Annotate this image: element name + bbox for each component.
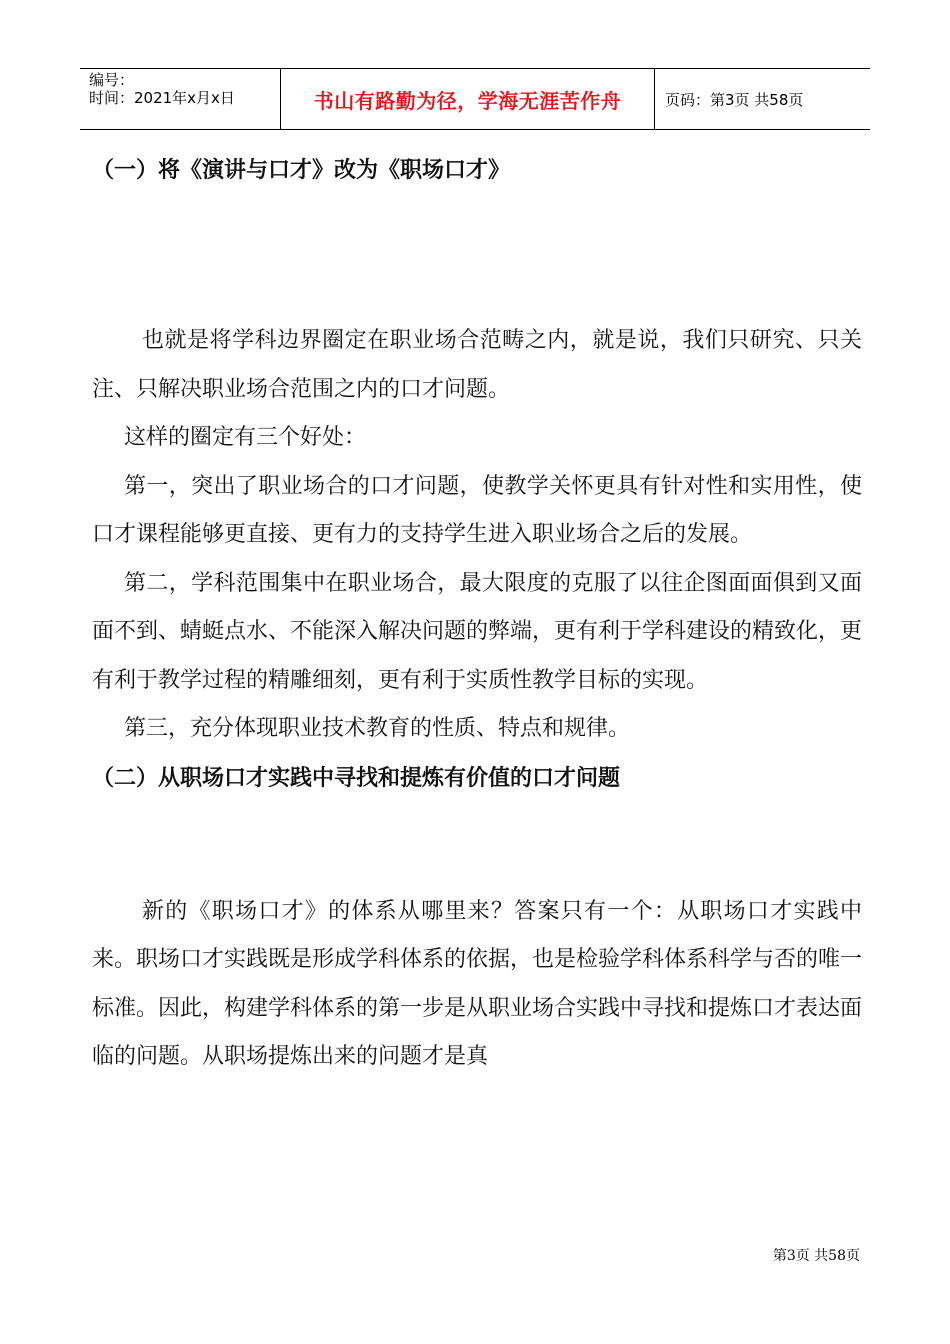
section-1-paragraph-5: 第三，充分体现职业技术教育的性质、特点和规律。: [124, 716, 631, 741]
page-footer: 第3页 共58页: [772, 1248, 860, 1264]
section-1-paragraph-3: 第一，突出了职业场合的口才问题，使教学关怀更具有针对性和实用性，使口才课程能够更直接、更有力的支持学生进入职业场合之后的发展。: [92, 473, 862, 547]
section-2-heading: （二）从职场口才实践中寻找和提炼有价值的口才问题: [92, 764, 621, 791]
header-motto-cell: [281, 69, 655, 129]
motto-text: 书山有路勤为径，学海无涯苦作舟: [313, 88, 622, 113]
header-page-cell: [655, 69, 870, 129]
time-label: 时间：2021年x月x日: [89, 89, 235, 107]
section-1-paragraph-4: 第二，学科范围集中在职业场合，最大限度的克服了以往企图面面俱到又面面不到、蜻蜓点水、不能深入解决问题的弊端，更有利于学科建设的精致化，更有利于教学过程的精雕细刻，更有利于实质性教学目标的实现。: [92, 570, 863, 693]
serial-label: 编号：: [89, 71, 135, 89]
section-2-paragraph-1: 新的《职场口才》的体系从哪里来？答案只有一个：从职场口才实践中来。职场口才实践既是形成学科体系的依据，也是检验学科体系科学与否的唯一标准。因此，构建学科体系的第一步是从职业场合实践中寻找和提炼口才表达面临的问题。从职场提炼出来的问题才是真: [92, 898, 863, 1069]
section-1-heading: （一）将《演讲与口才》改为《职场口才》: [92, 157, 511, 183]
header-page-info: 页码：第3页 共58页: [665, 90, 804, 109]
header-meta: [80, 69, 281, 129]
section-1-paragraph-2: 这样的圈定有三个好处：: [124, 425, 367, 450]
document-header: [80, 68, 870, 130]
document-body: [92, 150, 862, 1082]
section-1-paragraph-1: 也就是将学科边界圈定在职业场合范畴之内，就是说，我们只研究、只关注、只解决职业场合范围之内的口才问题。: [92, 328, 862, 402]
